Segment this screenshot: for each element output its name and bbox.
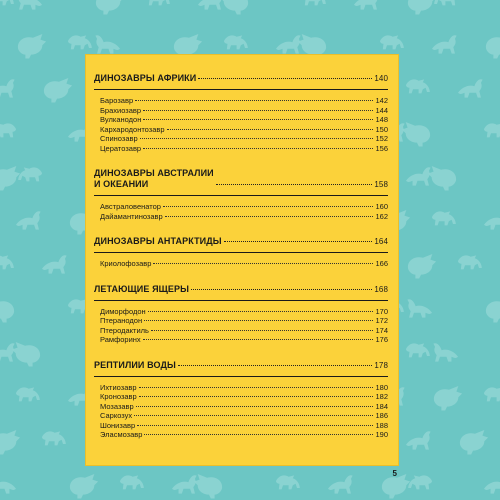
entry-page: 188 [375, 420, 388, 430]
dot-leader [136, 406, 374, 407]
entry-name: Спинозавр [100, 134, 138, 143]
dot-leader [143, 148, 373, 149]
entry-list [94, 307, 388, 345]
dinosaur-silhouette-icon [95, 35, 120, 53]
entry-page: 142 [375, 96, 388, 105]
list-item [100, 307, 388, 317]
dot-leader [216, 184, 373, 185]
list-item [100, 402, 388, 412]
toc-section [94, 236, 388, 269]
toc-section [94, 284, 388, 345]
entry-name: Вулканодон [100, 115, 142, 124]
dot-leader [134, 415, 373, 416]
entry-name: Барозавр [100, 96, 134, 105]
dinosaur-silhouette-icon [276, 475, 300, 489]
entry-name: Криолофозавр [100, 259, 152, 268]
dinosaur-silhouette-icon [224, 35, 248, 49]
list-item [100, 212, 388, 222]
entry-page: 172 [375, 316, 388, 325]
entry-page: 152 [375, 134, 388, 143]
dinosaur-silhouette-icon [16, 211, 41, 229]
dinosaur-silhouette-icon [406, 343, 430, 357]
toc-list [94, 73, 388, 455]
entry-name: Мозазавр [100, 401, 134, 411]
entry-list [94, 202, 388, 221]
entry-name: Цератозавр [100, 143, 142, 153]
dinosaur-silhouette-icon [434, 0, 458, 5]
dot-leader [139, 396, 374, 397]
dinosaur-silhouette-icon [172, 475, 197, 493]
dinosaur-silhouette-icon [220, 0, 248, 14]
entry-page: 180 [375, 382, 388, 392]
dinosaur-silhouette-icon [484, 211, 500, 229]
dinosaur-silhouette-icon [16, 387, 40, 401]
dinosaur-silhouette-icon [407, 299, 432, 317]
dot-leader [139, 387, 374, 388]
dinosaur-silhouette-icon [68, 35, 92, 49]
dot-leader [198, 78, 372, 79]
dot-leader [148, 311, 374, 312]
section-page: 178 [374, 360, 388, 370]
entry-name: Дайамантинозавр [100, 211, 163, 221]
dot-leader [140, 138, 374, 139]
entry-name: Брахиозавр [100, 105, 142, 115]
dot-leader [153, 263, 373, 264]
section-divider [94, 376, 388, 377]
dinosaur-silhouette-icon [18, 167, 42, 181]
list-item [100, 383, 388, 393]
dot-leader [143, 339, 374, 340]
page-number: 5 [392, 469, 397, 478]
dinosaur-silhouette-icon [484, 475, 500, 493]
toc-section [94, 360, 388, 440]
dinosaur-silhouette-icon [434, 386, 462, 410]
dinosaur-silhouette-icon [432, 211, 456, 225]
entry-name: Птеродактиль [100, 325, 149, 335]
section-divider [94, 252, 388, 253]
entry-list [94, 383, 388, 440]
section-heading [94, 236, 388, 247]
dinosaur-silhouette-icon [0, 255, 14, 269]
list-item [100, 392, 388, 402]
entry-name: Шонизавр [100, 420, 136, 430]
dinosaur-silhouette-icon [120, 475, 144, 489]
dinosaur-silhouette-icon [486, 34, 500, 58]
section-title: РЕПТИЛИИ ВОДЫ [94, 359, 176, 370]
dinosaur-silhouette-icon [486, 298, 500, 322]
dinosaur-silhouette-icon [0, 298, 14, 322]
dot-leader [165, 216, 374, 217]
dot-leader [167, 129, 374, 130]
list-item [100, 134, 388, 144]
dot-leader [163, 206, 374, 207]
entry-page: 176 [375, 335, 388, 344]
entry-name: Эласмозавр [100, 430, 143, 439]
dot-leader [144, 434, 373, 435]
section-title: ДИНОЗАВРЫ АНТАРКТИДЫ [94, 236, 222, 246]
section-page: 164 [374, 237, 388, 246]
entry-name: Австраловенатор [100, 202, 161, 211]
dinosaur-silhouette-icon [460, 430, 488, 454]
dinosaur-silhouette-icon [198, 0, 223, 10]
section-heading [94, 360, 388, 371]
entry-page: 160 [375, 202, 388, 211]
dinosaur-silhouette-icon [428, 166, 456, 190]
list-item [100, 316, 388, 326]
dinosaur-silhouette-icon [408, 254, 436, 278]
dinosaur-silhouette-icon [70, 474, 98, 498]
dinosaur-silhouette-icon [18, 34, 46, 58]
dinosaur-silhouette-icon [406, 431, 431, 449]
entry-page: 166 [375, 259, 388, 268]
list-item [100, 430, 388, 440]
dinosaur-silhouette-icon [458, 255, 482, 269]
dot-leader [143, 119, 373, 120]
dinosaur-silhouette-icon [42, 431, 66, 445]
list-item [100, 326, 388, 336]
list-item [100, 421, 388, 431]
section-heading [94, 168, 388, 190]
dinosaur-silhouette-icon [44, 78, 72, 102]
entry-page: 148 [375, 115, 388, 124]
entry-page: 186 [375, 411, 388, 420]
section-title: ЛЕТАЮЩИЕ ЯЩЕРЫ [94, 283, 190, 294]
list-item [100, 106, 388, 116]
entry-page: 156 [375, 143, 388, 153]
list-item [100, 411, 388, 421]
entry-name: Птеранодон [100, 316, 143, 325]
dinosaur-silhouette-icon [0, 123, 16, 137]
dinosaur-silhouette-icon [328, 475, 353, 493]
dinosaur-silhouette-icon [0, 430, 20, 454]
list-item [100, 259, 388, 269]
entry-page: 190 [375, 430, 388, 439]
dinosaur-silhouette-icon [42, 255, 67, 273]
list-item [100, 202, 388, 212]
dot-leader [144, 320, 373, 321]
entry-name: Кархародонтозавр [100, 124, 165, 134]
dot-leader [143, 110, 373, 111]
list-item [100, 96, 388, 106]
dot-leader [224, 241, 373, 242]
entry-page: 170 [375, 306, 388, 316]
table-of-contents-panel [86, 55, 398, 465]
dot-leader [135, 100, 373, 101]
entry-page: 184 [375, 401, 388, 411]
entry-name: Ихтиозавр [100, 382, 137, 392]
dinosaur-silhouette-icon [0, 166, 20, 190]
dinosaur-silhouette-icon [146, 0, 170, 5]
dinosaur-silhouette-icon [194, 474, 222, 498]
dinosaur-silhouette-icon [0, 0, 14, 5]
dinosaur-silhouette-icon [458, 79, 483, 97]
list-item [100, 335, 388, 345]
dinosaur-silhouette-icon [408, 475, 432, 489]
dinosaur-silhouette-icon [433, 343, 458, 361]
dinosaur-silhouette-icon [0, 79, 15, 97]
entry-name: Кронозавр [100, 392, 137, 401]
dinosaur-silhouette-icon [17, 0, 42, 10]
dinosaur-silhouette-icon [354, 0, 379, 10]
dinosaur-silhouette-icon [276, 35, 301, 53]
section-page: 158 [374, 180, 388, 189]
entry-page: 174 [375, 325, 388, 335]
dinosaur-silhouette-icon [402, 122, 430, 146]
toc-section [94, 168, 388, 221]
entry-page: 162 [375, 211, 388, 221]
section-heading [94, 284, 388, 295]
section-divider [94, 89, 388, 90]
toc-section [94, 73, 388, 153]
entry-page: 150 [375, 124, 388, 134]
dinosaur-silhouette-icon [432, 35, 457, 53]
section-divider [94, 195, 388, 196]
section-title: ДИНОЗАВРЫ АВСТРАЛИИ И ОКЕАНИИ [94, 168, 214, 189]
dinosaur-silhouette-icon [0, 475, 16, 493]
dinosaur-silhouette-icon [484, 123, 500, 137]
entry-name: Рамфоринх [100, 335, 141, 344]
dinosaur-silhouette-icon [484, 387, 500, 401]
section-page: 168 [374, 284, 388, 294]
dinosaur-silhouette-icon [408, 0, 436, 14]
entry-list [94, 96, 388, 153]
dot-leader [178, 365, 372, 366]
section-title: ДИНОЗАВРЫ АФРИКИ [94, 73, 197, 83]
entry-list [94, 259, 388, 269]
entry-name: Саркозух [100, 411, 133, 420]
dinosaur-silhouette-icon [302, 0, 326, 5]
dinosaur-silhouette-icon [406, 167, 431, 185]
entry-page: 182 [375, 392, 388, 401]
list-item [100, 125, 388, 135]
list-item [100, 144, 388, 154]
dinosaur-silhouette-icon [0, 343, 15, 361]
section-page: 140 [374, 74, 388, 83]
dot-leader [137, 425, 373, 426]
entry-page: 144 [375, 105, 388, 115]
dot-leader [151, 330, 374, 331]
dinosaur-silhouette-icon [406, 79, 430, 93]
dinosaur-silhouette-icon [12, 342, 40, 366]
dot-leader [191, 289, 372, 290]
dinosaur-silhouette-icon [96, 0, 124, 14]
section-heading [94, 73, 388, 84]
dinosaur-silhouette-icon [380, 35, 404, 49]
entry-name: Диморфодон [100, 306, 146, 316]
list-item [100, 115, 388, 125]
section-divider [94, 300, 388, 301]
